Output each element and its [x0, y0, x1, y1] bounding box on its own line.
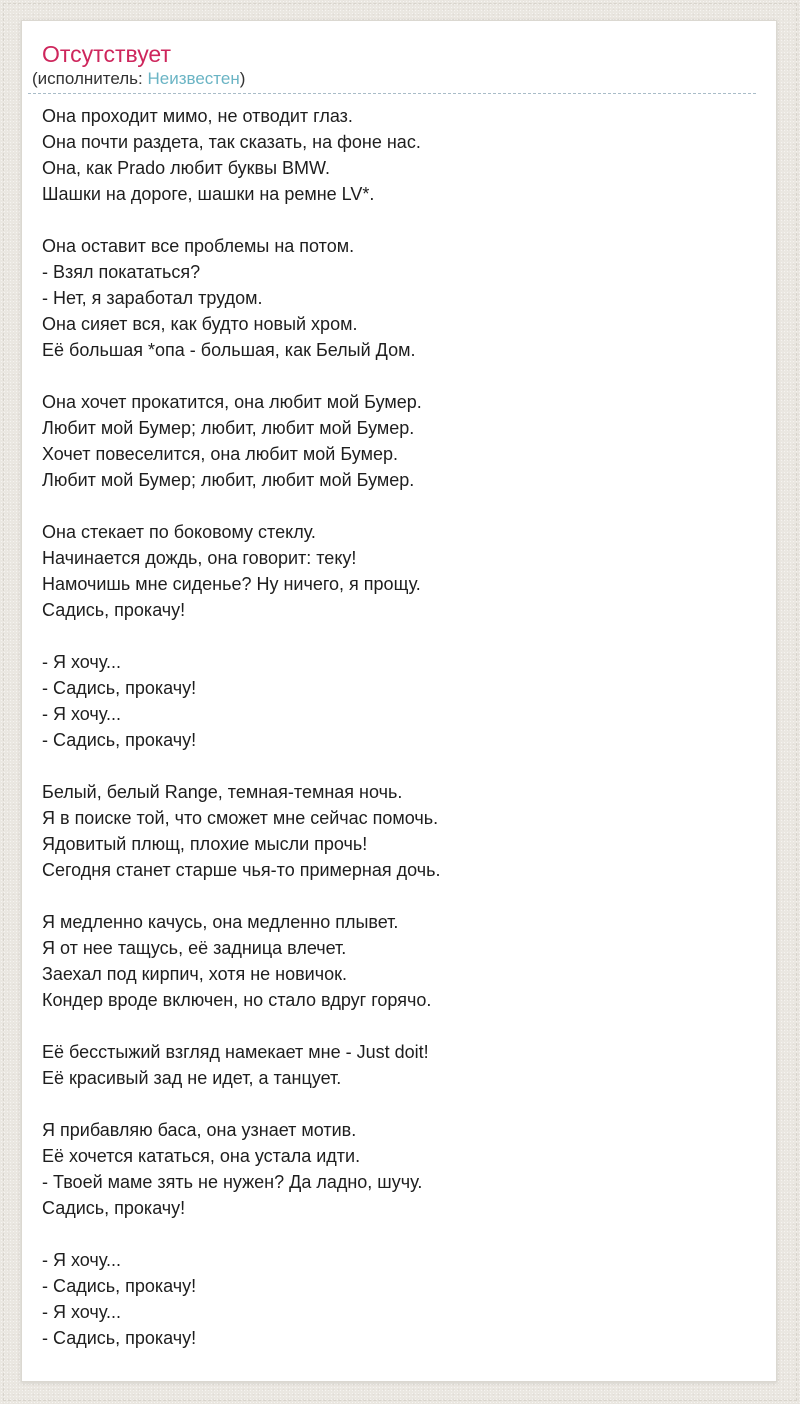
lyric-line: Она хочет прокатится, она любит мой Бумер. — [42, 392, 422, 412]
stanza — [42, 909, 756, 1013]
lyric-line: - Садись, прокачу! — [42, 730, 197, 750]
stanza — [42, 519, 756, 623]
lyric-line: Её большая *опа - большая, как Белый Дом. — [42, 340, 416, 360]
lyric-line: - Я хочу... — [42, 1302, 121, 1322]
lyric-line: Она стекает по боковому стеклу. — [42, 522, 316, 542]
lyric-line: Хочет повеселится, она любит мой Бумер. — [42, 444, 398, 464]
lyric-line: - Я хочу... — [42, 704, 121, 724]
lyric-line: Любит мой Бумер; любит, любит мой Бумер. — [42, 418, 415, 438]
stanza — [42, 103, 756, 207]
lyric-line: Она, как Prado любит буквы BMW. — [42, 158, 331, 178]
lyric-line: Сегодня станет старше чья-то примерная дочь. — [42, 860, 441, 880]
lyric-line: Она оставит все проблемы на потом. — [42, 236, 355, 256]
song-header — [28, 21, 756, 94]
lyric-line: Она почти раздета, так сказать, на фоне нас. — [42, 132, 421, 152]
content-card — [21, 20, 777, 1382]
lyric-line: Намочишь мне сиденье? Ну ничего, я прощу. — [42, 574, 421, 594]
lyric-line: Я в поиске той, что сможет мне сейчас помочь. — [42, 808, 439, 828]
lyric-line: Белый, белый Range, темная-темная ночь. — [42, 782, 403, 802]
performer-prefix: (исполнитель: — [32, 69, 148, 88]
lyric-line: Её красивый зад не идет, а танцует. — [42, 1068, 342, 1088]
lyric-line: - Взял покататься? — [42, 262, 201, 282]
stanza — [42, 779, 756, 883]
lyric-line: - Садись, прокачу! — [42, 1328, 197, 1348]
stanza — [42, 1039, 756, 1091]
song-title: Отсутствует — [42, 41, 171, 67]
lyric-line: Её бесстыжий взгляд намекает мне - Just doit! — [42, 1042, 429, 1062]
lyric-line: - Садись, прокачу! — [42, 1276, 197, 1296]
lyric-line: Её хочется кататься, она устала идти. — [42, 1146, 361, 1166]
lyric-line: Заехал под кирпич, хотя не новичок. — [42, 964, 347, 984]
lyric-line: Я прибавляю баса, она узнает мотив. — [42, 1120, 357, 1140]
lyric-line: - Я хочу... — [42, 652, 121, 672]
lyric-line: - Садись, прокачу! — [42, 678, 197, 698]
lyric-line: - Я хочу... — [42, 1250, 121, 1270]
stanza — [42, 1247, 756, 1351]
lyric-line: Она проходит мимо, не отводит глаз. — [42, 106, 353, 126]
lyric-line: Я от нее тащусь, её задница влечет. — [42, 938, 347, 958]
lyrics — [42, 103, 756, 1351]
lyric-line: Она сияет вся, как будто новый хром. — [42, 314, 358, 334]
performer-suffix: ) — [239, 69, 246, 88]
lyric-line: Садись, прокачу! — [42, 600, 186, 620]
stanza — [42, 649, 756, 753]
performer-line — [28, 68, 756, 90]
lyric-line: - Нет, я заработал трудом. — [42, 288, 263, 308]
lyric-line: Садись, прокачу! — [42, 1198, 186, 1218]
stanza — [42, 233, 756, 363]
stanza — [42, 1117, 756, 1221]
stanza — [42, 389, 756, 493]
lyric-line: - Твоей маме зять не нужен? Да ладно, шучу. — [42, 1172, 423, 1192]
lyric-line: Кондер вроде включен, но стало вдруг горячо. — [42, 990, 432, 1010]
performer-link[interactable]: Неизвестен — [147, 69, 240, 88]
lyric-line: Начинается дождь, она говорит: теку! — [42, 548, 357, 568]
lyric-line: Ядовитый плющ, плохие мысли прочь! — [42, 834, 368, 854]
lyric-line: Шашки на дороге, шашки на ремне LV*. — [42, 184, 375, 204]
lyric-line: Я медленно качусь, она медленно плывет. — [42, 912, 399, 932]
lyric-line: Любит мой Бумер; любит, любит мой Бумер. — [42, 470, 415, 490]
